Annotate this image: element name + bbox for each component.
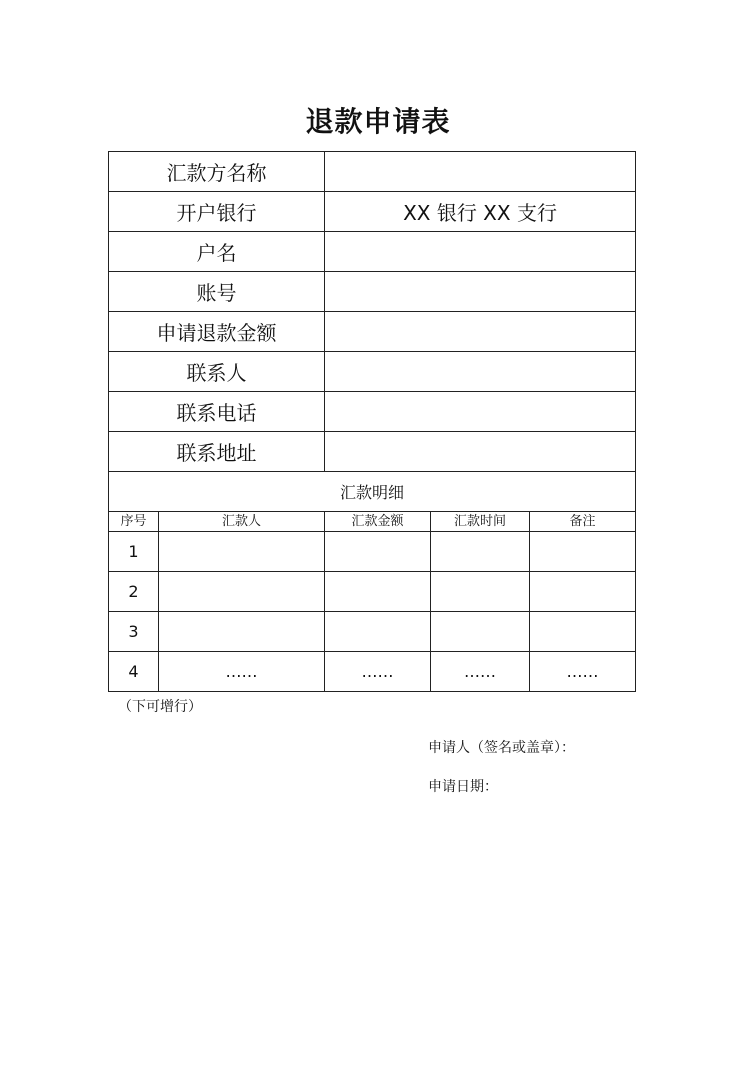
cell-remark[interactable] bbox=[530, 532, 636, 572]
field-value[interactable] bbox=[325, 232, 636, 272]
detail-header-row bbox=[109, 512, 636, 532]
table-row bbox=[109, 532, 636, 572]
cell-remitter[interactable]: …… bbox=[159, 652, 325, 692]
row-index: 3 bbox=[109, 612, 159, 652]
cell-time[interactable] bbox=[431, 612, 530, 652]
detail-section-title: 汇款明细 bbox=[109, 472, 636, 512]
row-index: 1 bbox=[109, 532, 159, 572]
header-cell-amount: 汇款金额 bbox=[325, 512, 431, 532]
cell-amount[interactable] bbox=[325, 532, 431, 572]
field-label: 联系电话 bbox=[109, 392, 325, 432]
table-row bbox=[109, 612, 636, 652]
field-value[interactable] bbox=[325, 272, 636, 312]
cell-time[interactable] bbox=[431, 572, 530, 612]
field-label: 汇款方名称 bbox=[109, 152, 325, 192]
header-cell-index: 序号 bbox=[109, 512, 159, 532]
row-index: 2 bbox=[109, 572, 159, 612]
field-label: 联系人 bbox=[109, 352, 325, 392]
cell-time[interactable]: …… bbox=[431, 652, 530, 692]
table-row bbox=[109, 652, 636, 692]
cell-remark[interactable] bbox=[530, 572, 636, 612]
field-label: 户名 bbox=[109, 232, 325, 272]
cell-remitter[interactable] bbox=[159, 572, 325, 612]
cell-remark[interactable]: …… bbox=[530, 652, 636, 692]
field-value[interactable] bbox=[325, 432, 636, 472]
table-row bbox=[109, 572, 636, 612]
refund-form-table bbox=[108, 151, 636, 692]
applicant-signature-label: 申请人（签名或盖章）： bbox=[428, 740, 575, 756]
field-label: 申请退款金额 bbox=[109, 312, 325, 352]
add-rows-note: （下可增行） bbox=[118, 699, 202, 715]
field-row bbox=[109, 192, 636, 232]
page-title: 退款申请表 bbox=[305, 105, 451, 138]
cell-remitter[interactable] bbox=[159, 612, 325, 652]
field-row bbox=[109, 392, 636, 432]
row-index: 4 bbox=[109, 652, 159, 692]
field-row bbox=[109, 312, 636, 352]
cell-time[interactable] bbox=[431, 532, 530, 572]
header-cell-remitter: 汇款人 bbox=[159, 512, 325, 532]
field-row bbox=[109, 272, 636, 312]
field-label: 开户银行 bbox=[109, 192, 325, 232]
field-value[interactable] bbox=[325, 352, 636, 392]
application-date-label: 申请日期： bbox=[428, 779, 498, 795]
field-label: 账号 bbox=[109, 272, 325, 312]
field-row bbox=[109, 152, 636, 192]
header-cell-remark: 备注 bbox=[530, 512, 636, 532]
cell-amount[interactable] bbox=[325, 572, 431, 612]
field-label: 联系地址 bbox=[109, 432, 325, 472]
header-cell-time: 汇款时间 bbox=[431, 512, 530, 532]
field-value[interactable] bbox=[325, 392, 636, 432]
field-row bbox=[109, 352, 636, 392]
cell-remitter[interactable] bbox=[159, 532, 325, 572]
cell-amount[interactable]: …… bbox=[325, 652, 431, 692]
cell-amount[interactable] bbox=[325, 612, 431, 652]
field-value[interactable]: XX 银行 XX 支行 bbox=[325, 192, 636, 232]
cell-remark[interactable] bbox=[530, 612, 636, 652]
field-row bbox=[109, 232, 636, 272]
detail-section-row bbox=[109, 472, 636, 512]
field-value[interactable] bbox=[325, 152, 636, 192]
field-row bbox=[109, 432, 636, 472]
field-value[interactable] bbox=[325, 312, 636, 352]
